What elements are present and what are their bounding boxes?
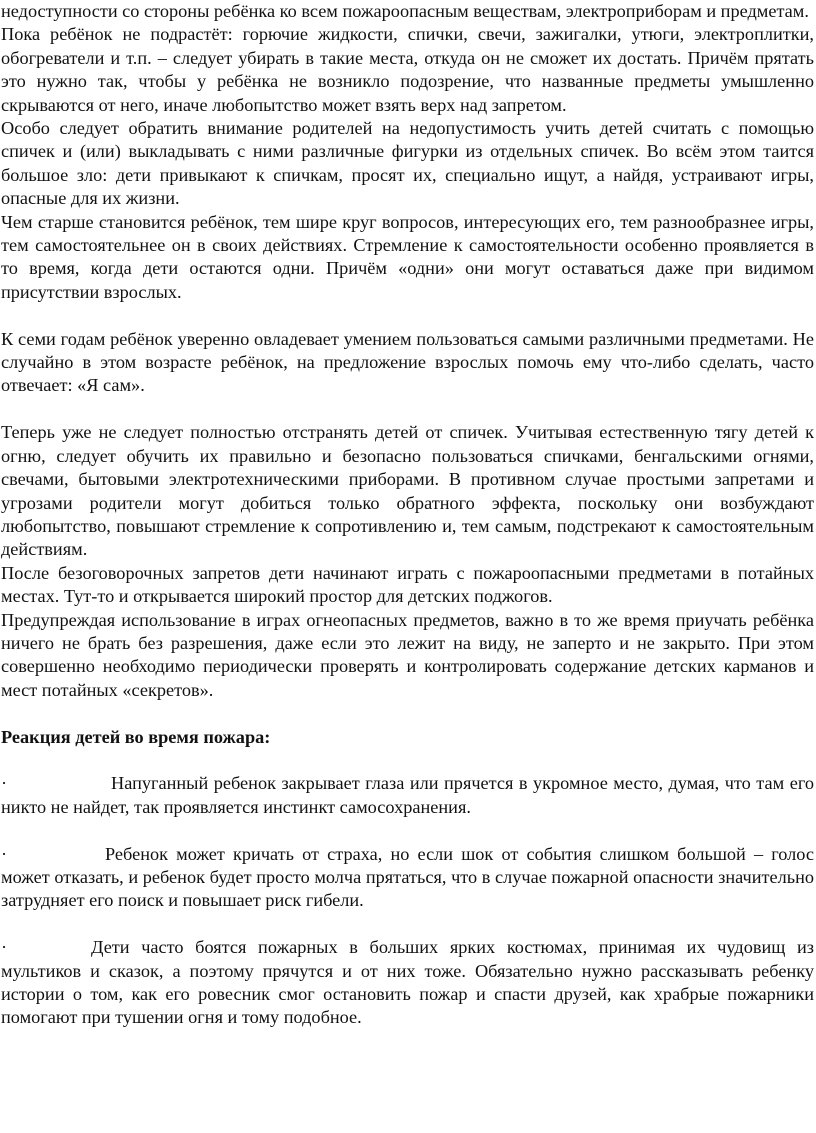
paragraph-hide-dangerous-items: Пока ребёнок не подрастёт: горючие жидкости, спички, свечи, зажигалки, утюги, электроплитки, обогреватели и т.п. – следует убирать в такие места, откуда он не сможет их достать. Причём прятать это нужно так, чтобы у ребёнка не возникло подозрение, что названные предметы умышленно скрываются от него, иначе любопытство может взять верх над запретом. [1, 24, 814, 115]
section-heading: Реакция детей во время пожара: [1, 726, 271, 747]
bullet-marker: · [1, 843, 8, 864]
bullet-text: Дети часто боятся пожарных в больших ярких костюмах, принимая их чудовищ из мультиков и сказок, а поэтому прячутся и от них тоже. Обязательно нужно рассказывать ребенку истории о том, как его ровесник смог остановить пожар и спасти друзей, как храбрые пожарники помогают при тушении огня и тому подобное. [1, 937, 814, 1028]
bullet-marker: · [1, 937, 8, 958]
bullet-text: Напуганный ребенок закрывает глаза или прячется в укромное место, думая, что там его никто не найдет, так проявляется инстинкт самосохранения. [1, 773, 814, 817]
bullet-item-screaming [1, 843, 814, 913]
bullet-item-firefighters [1, 936, 814, 1030]
paragraph-spacer [1, 913, 814, 936]
paragraph-prevention: Предупреждая использование в играх огнеопасных предметов, важно в то же время приучать ребёнка ничего не брать без разрешения, даже если это лежит на виду, не заперто и не закрыто. При этом совершенно необходимо периодически проверять и контролировать содержание детских карманов и мест потайных «секретов». [1, 609, 814, 700]
paragraph-spacer [1, 749, 814, 772]
paragraph-age-seven: К семи годам ребёнок уверенно овладевает умением пользоваться самыми различными предметами. Не случайно в этом возрасте ребёнок, на предложение взрослых помочь ему что-либо сделать, часто отвечает: «Я сам». [1, 328, 814, 396]
bullet-text: Ребенок может кричать от страха, но если шок от события слишком большой – голос может отказать, и ребенок будет просто молча прятаться, что в случае пожарной опасности значительно затрудняет его поиск и повышает риск гибели. [1, 843, 814, 911]
paragraph-spacer [1, 702, 814, 725]
bullet-marker: · [1, 773, 8, 794]
paragraph-spacer [1, 398, 814, 421]
paragraph-fire-hazards-access: недоступности со стороны ребёнка ко всем пожароопасным веществам, электроприборам и предметам. [1, 1, 809, 21]
paragraph-spacer [1, 304, 814, 327]
paragraph-secret-play: После безоговорочных запретов дети начинают играть с пожароопасными предметами в потайных местах. Тут-то и открывается широкий простор для детских поджогов. [1, 562, 814, 607]
paragraph-matches-counting: Особо следует обратить внимание родителей на недопустимость учить детей считать с помощью спичек и (или) выкладывать с ними различные фигурки из отдельных спичек. Во всём этом таится большое зло: дети привыкают к спичкам, просят их, специально ищут, а найдя, устраивают игры, опасные для их жизни. [1, 118, 814, 209]
paragraph-teach-matches: Теперь уже не следует полностью отстранять детей от спичек. Учитывая естественную тягу детей к огню, следует обучить их правильно и безопасно пользоваться спичками, бенгальскими огнями, свечами, бытовыми электротехническими приборами. В противном случае простыми запретами и угрозами родители могут добиться только обратного эффекта, поскольку они возбуждают любопытство, повышают стремление к сопротивлению и, тем самым, подстрекают к самостоятельным действиям. [1, 422, 814, 560]
bullet-item-hiding [1, 772, 814, 819]
paragraph-spacer [1, 819, 814, 842]
paragraph-child-independence: Чем старше становится ребёнок, тем шире круг вопросов, интересующих его, тем разнообразнее игры, тем самостоятельнее он в своих действиях. Стремление к самостоятельности особенно проявляется в то время, когда дети остаются одни. Причём «одни» они могут оставаться даже при видимом присутствии взрослых. [1, 211, 814, 302]
